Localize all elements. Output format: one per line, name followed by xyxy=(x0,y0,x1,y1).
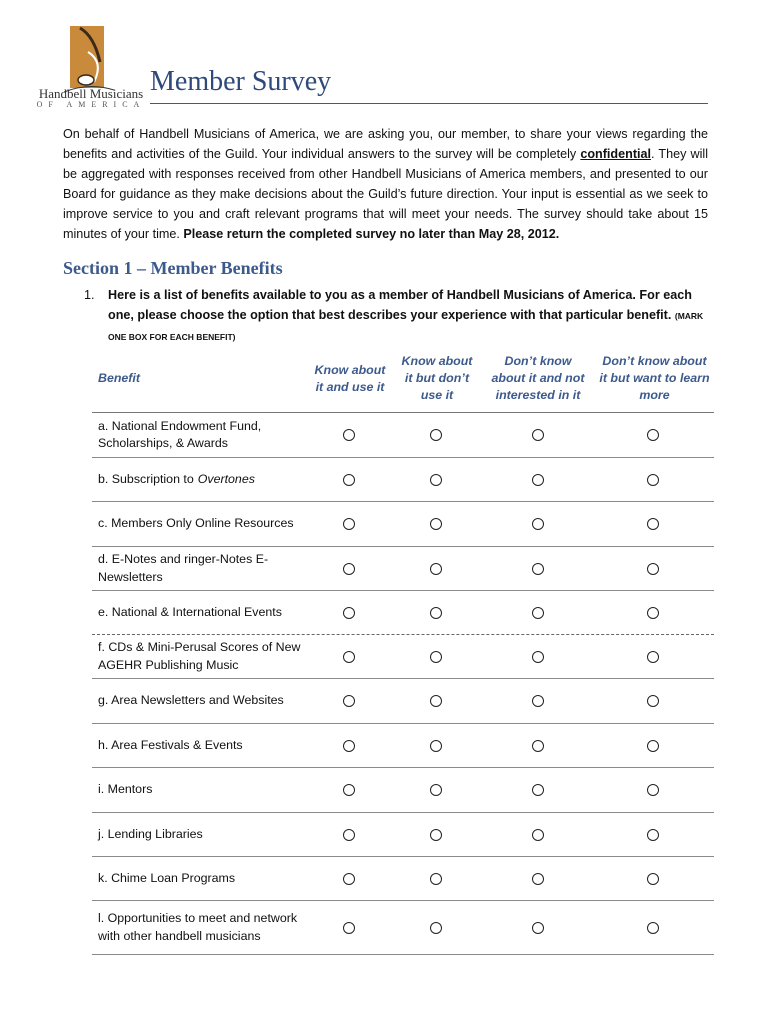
title-divider xyxy=(150,103,708,104)
benefit-label: i. Mentors xyxy=(98,782,153,797)
radio-option-2[interactable] xyxy=(430,607,442,619)
header-opt3: Don’t know about it and not interested in it xyxy=(491,354,585,402)
radio-option-4[interactable] xyxy=(647,784,659,796)
radio-option-2[interactable] xyxy=(430,922,442,934)
radio-option-4[interactable] xyxy=(647,695,659,707)
radio-option-3[interactable] xyxy=(532,784,544,796)
question-1 xyxy=(84,285,708,347)
deadline-note: Please return the completed survey no later than May 28, 2012. xyxy=(183,227,560,241)
section-title: Section 1 – Member Benefits xyxy=(63,258,283,278)
radio-option-2[interactable] xyxy=(430,429,442,441)
table-row xyxy=(92,813,714,857)
table-row xyxy=(92,413,714,458)
table-body xyxy=(92,413,714,955)
radio-option-1[interactable] xyxy=(343,474,355,486)
table-header xyxy=(92,352,714,413)
radio-option-4[interactable] xyxy=(647,740,659,752)
table-row xyxy=(92,635,714,679)
table-row xyxy=(92,901,714,955)
radio-option-2[interactable] xyxy=(430,474,442,486)
radio-option-2[interactable] xyxy=(430,695,442,707)
radio-option-3[interactable] xyxy=(532,563,544,575)
radio-option-2[interactable] xyxy=(430,873,442,885)
radio-option-3[interactable] xyxy=(532,429,544,441)
radio-option-2[interactable] xyxy=(430,829,442,841)
radio-option-2[interactable] xyxy=(430,651,442,663)
radio-option-4[interactable] xyxy=(647,651,659,663)
radio-option-3[interactable] xyxy=(532,829,544,841)
header-opt1: Know about it and use it xyxy=(314,363,386,394)
logo-org-name: Handbell Musicians xyxy=(38,86,144,101)
benefit-label: d. E-Notes and ringer-Notes E-Newsletters xyxy=(98,552,269,584)
radio-option-3[interactable] xyxy=(532,474,544,486)
benefit-label: h. Area Festivals & Events xyxy=(98,737,243,752)
radio-option-4[interactable] xyxy=(647,429,659,441)
table-row xyxy=(92,679,714,724)
question-number: 1. xyxy=(84,288,95,302)
table-row xyxy=(92,724,714,768)
radio-option-1[interactable] xyxy=(343,607,355,619)
question-text: Here is a list of benefits available to you as a member of Handbell Musicians of America. For each one, please choose the option that best describes your experience with that particular benefit. xyxy=(108,288,692,322)
table-row xyxy=(92,591,714,635)
radio-option-3[interactable] xyxy=(532,740,544,752)
table-row xyxy=(92,857,714,901)
radio-option-3[interactable] xyxy=(532,651,544,663)
radio-option-4[interactable] xyxy=(647,474,659,486)
radio-option-1[interactable] xyxy=(343,829,355,841)
radio-option-3[interactable] xyxy=(532,607,544,619)
radio-option-1[interactable] xyxy=(343,740,355,752)
radio-option-2[interactable] xyxy=(430,518,442,530)
benefit-label: k. Chime Loan Programs xyxy=(98,870,236,885)
radio-option-4[interactable] xyxy=(647,873,659,885)
radio-option-4[interactable] xyxy=(647,563,659,575)
radio-option-1[interactable] xyxy=(343,563,355,575)
benefit-label: e. National & International Events xyxy=(98,604,282,619)
radio-option-1[interactable] xyxy=(343,518,355,530)
radio-option-3[interactable] xyxy=(532,873,544,885)
confidential-word: confidential xyxy=(580,147,652,161)
table-row xyxy=(92,547,714,591)
intro-text-2: . They will be aggregated with responses received from other Handbell Musicians of America members, and presented to our Board for guidance as they make decisions about the Guild’s future direction. Your input is essential as we seek to improve service to you and craft relevant programs that will meet your needs. The survey should take about 15 minutes of your time. xyxy=(63,147,708,241)
benefit-label: f. CDs & Mini-Perusal Scores of New AGEHR Publishing Music xyxy=(98,640,301,672)
radio-option-1[interactable] xyxy=(343,873,355,885)
benefit-label: l. Opportunities to meet and network with other handbell musicians xyxy=(98,911,298,943)
radio-option-1[interactable] xyxy=(343,651,355,663)
table-row xyxy=(92,502,714,547)
table-row xyxy=(92,768,714,813)
logo-org-sub: OF AMERICA xyxy=(36,100,146,109)
benefit-label: a. National Endowment Fund, Scholarships, & Awards xyxy=(98,418,262,450)
radio-option-3[interactable] xyxy=(532,922,544,934)
radio-option-4[interactable] xyxy=(647,922,659,934)
intro-text-1: On behalf of Handbell Musicians of America, we are asking you, our member, to share your views regarding the benefits and activities of the Guild. Your individual answers to the survey will be completely xyxy=(63,127,708,161)
radio-option-1[interactable] xyxy=(343,922,355,934)
header-opt4: Don’t know about it but want to learn more xyxy=(599,354,710,402)
radio-option-2[interactable] xyxy=(430,784,442,796)
benefits-table xyxy=(92,352,714,955)
benefit-label: j. Lending Libraries xyxy=(98,826,203,841)
radio-option-1[interactable] xyxy=(343,784,355,796)
radio-option-4[interactable] xyxy=(647,518,659,530)
radio-option-4[interactable] xyxy=(647,607,659,619)
radio-option-3[interactable] xyxy=(532,518,544,530)
radio-option-2[interactable] xyxy=(430,740,442,752)
question-instruction: (MARK ONE BOX FOR EACH BENEFIT) xyxy=(108,311,704,342)
benefit-label: c. Members Only Online Resources xyxy=(98,516,294,531)
benefit-label: g. Area Newsletters and Websites xyxy=(98,693,284,708)
benefit-label: b. Subscription to Overtones xyxy=(98,471,255,486)
page-title: Member Survey xyxy=(150,66,332,97)
header-opt2: Know about it but don’t use it xyxy=(401,354,473,402)
radio-option-2[interactable] xyxy=(430,563,442,575)
radio-option-3[interactable] xyxy=(532,695,544,707)
header-benefit: Benefit xyxy=(98,371,140,385)
radio-option-4[interactable] xyxy=(647,829,659,841)
radio-option-1[interactable] xyxy=(343,429,355,441)
table-row xyxy=(92,458,714,502)
intro-paragraph xyxy=(63,124,708,244)
radio-option-1[interactable] xyxy=(343,695,355,707)
